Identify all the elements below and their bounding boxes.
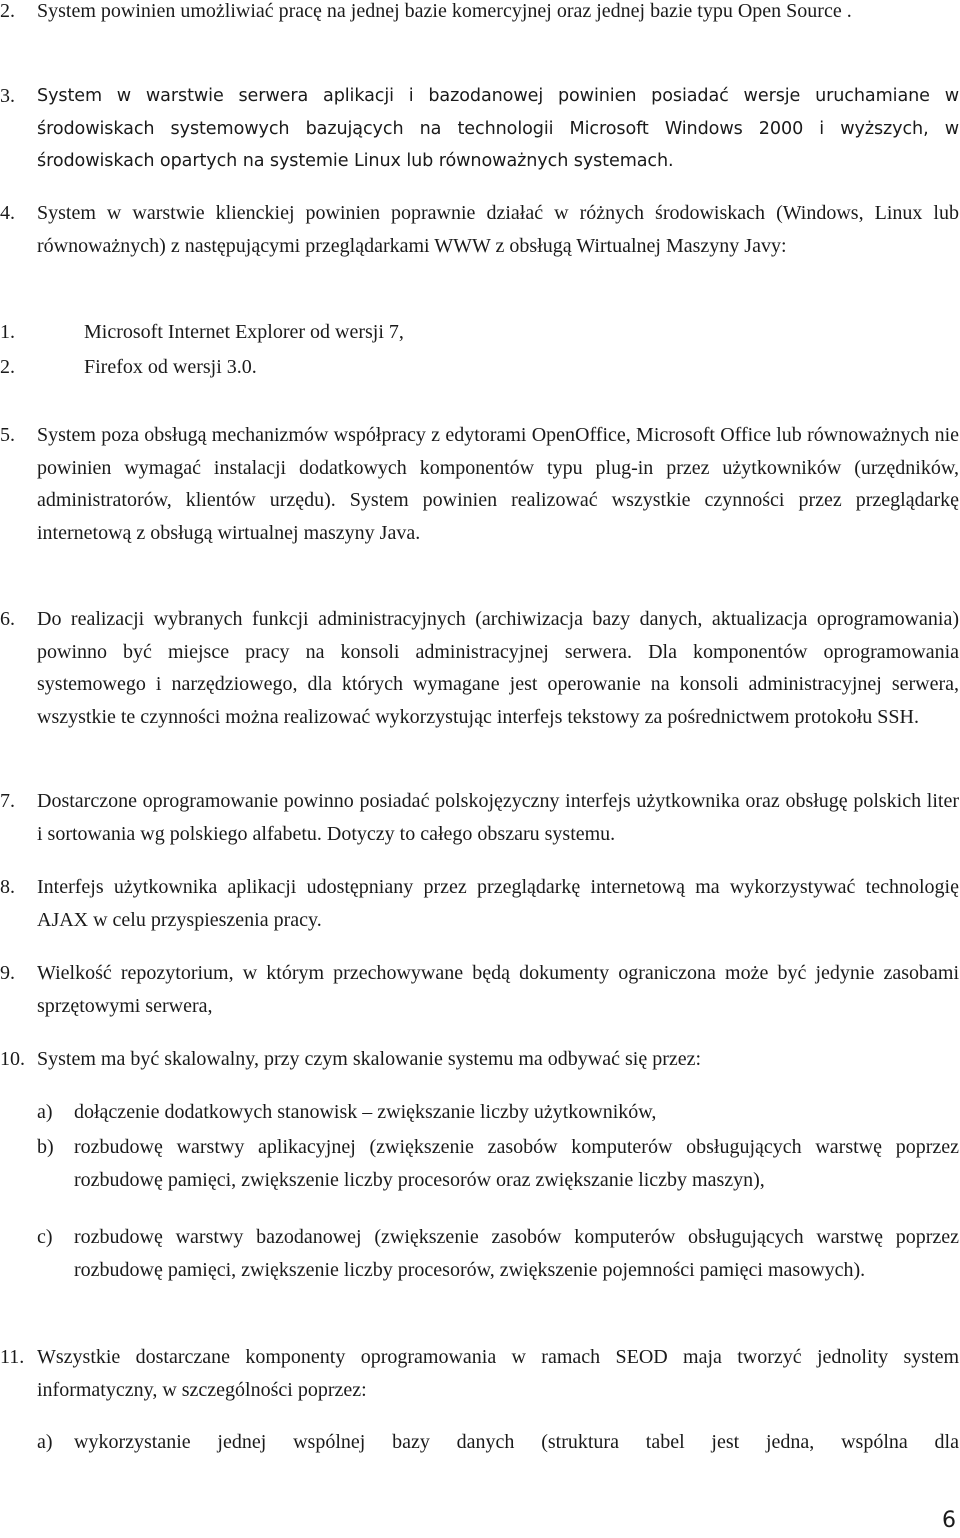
page-number: 6 <box>942 1508 956 1533</box>
item-number: 7. <box>0 790 15 812</box>
letter-text: rozbudowę warstwy bazodanowej (zwiększenie zasobów komputerów obsługujących warstwę poprzez rozbudowę pamięci, zwiększenie liczby procesorów, zwiększenie pojemności pamięci masowych). <box>74 1226 959 1281</box>
item-number: 4. <box>0 202 15 224</box>
item-text: System w warstwie klienckiej powinien poprawnie działać w różnych środowiskach (Windows, Linux lub równoważnych) z następującymi przeglądarkami WWW z obsługą Wirtualnej Maszyny Javy: <box>37 202 959 257</box>
sub-item-number: 2. <box>0 356 15 378</box>
item-text: System w warstwie serwera aplikacji i bazodanowej powinien posiadać wersje uruchamiane w środowiskach systemowych bazujących na technologii Microsoft Windows 2000 i wyższych, w środowiskach opartych na systemie Linux lub równoważnych systemach. <box>37 86 959 171</box>
letter-marker: a) <box>37 1101 53 1123</box>
item-number: 2. <box>0 0 15 22</box>
sub-item-text: Firefox od wersji 3.0. <box>84 356 257 378</box>
letter-text: rozbudowę warstwy aplikacyjnej (zwiększenie zasobów komputerów obsługujących warstwę poprzez rozbudowę pamięci, zwiększenie liczby procesorów oraz zwiększanie liczby maszyn), <box>74 1136 959 1191</box>
item-number: 6. <box>0 608 15 630</box>
letter-marker: a) <box>37 1431 53 1453</box>
item-number: 8. <box>0 876 15 898</box>
item-text: Wszystkie dostarczane komponenty oprogramowania w ramach SEOD maja tworzyć jednolity system informatyczny, w szczególności poprzez: <box>37 1346 959 1401</box>
item-text: Dostarczone oprogramowanie powinno posiadać polskojęzyczny interfejs użytkownika oraz obsługę polskich liter i sortowania wg polskiego alfabetu. Dotyczy to całego obszaru systemu. <box>37 790 959 845</box>
item-text: Interfejs użytkownika aplikacji udostępniany przez przeglądarkę internetową ma wykorzystywać technologię AJAX w celu przyspieszenia pracy. <box>37 876 959 931</box>
item-text: System ma być skalowalny, przy czym skalowanie systemu ma odbywać się przez: <box>37 1048 702 1070</box>
item-text: System powinien umożliwiać pracę na jednej bazie komercyjnej oraz jednej bazie typu Open Source . <box>37 0 852 22</box>
item-number: 3. <box>0 85 15 107</box>
letter-marker: c) <box>37 1226 53 1248</box>
letter-text: wykorzystanie jednej wspólnej bazy danych (struktura tabel jest jedna, wspólna dla <box>74 1431 959 1453</box>
letter-text: dołączenie dodatkowych stanowisk – zwiększanie liczby użytkowników, <box>74 1101 657 1123</box>
item-text: System poza obsługą mechanizmów współpracy z edytorami OpenOffice, Microsoft Office lub równoważnych nie powinien wymagać instalacji dodatkowych komponentów typu plug-in przez użytkowników (urzędników, administratorów, klientów urzędu). System powinien realizować wszystkie czynności przez przeglądarkę internetową z obsługą wirtualnej maszyny Java. <box>37 424 959 544</box>
item-number: 10. <box>0 1048 25 1070</box>
item-number: 9. <box>0 962 15 984</box>
letter-marker: b) <box>37 1136 54 1158</box>
item-number: 11. <box>0 1346 25 1368</box>
sub-item-number: 1. <box>0 321 15 343</box>
item-text: Wielkość repozytorium, w którym przechowywane będą dokumenty ograniczona może być jedynie zasobami sprzętowymi serwera, <box>37 962 959 1017</box>
item-text: Do realizacji wybranych funkcji administracyjnych (archiwizacja bazy danych, aktualizacja oprogramowania) powinno być miejsce pracy na konsoli administracyjnej serwera. Dla komponentów oprogramowania systemowego i narzędziowego, dla których wymagane jest operowanie na konsoli administracyjnej serwera, wszystkie te czynności można realizować wykorzystując interfejs tekstowy za pośrednictwem protokołu SSH. <box>37 608 959 728</box>
sub-item-text: Microsoft Internet Explorer od wersji 7, <box>84 321 404 343</box>
item-number: 5. <box>0 424 15 446</box>
